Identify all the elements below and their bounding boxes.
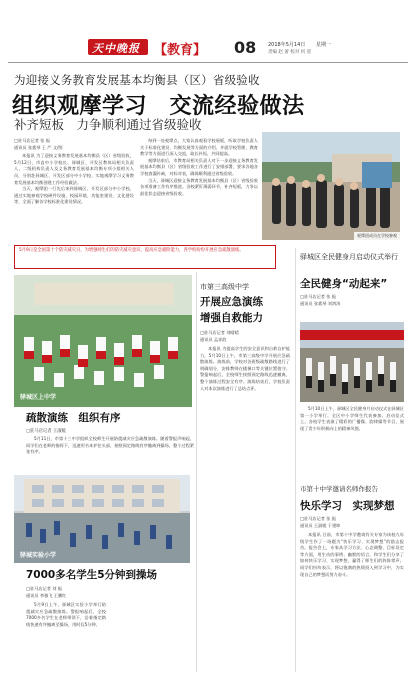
story-mid-byline: □驻马店记者 刘晴晴 通讯员 孟祥韵 (200, 330, 239, 342)
fitness-photo-scene (300, 322, 404, 402)
story-bottom-body-col2 (112, 586, 194, 656)
callout-text: 5月9日是全国第十个防灾减灾日，为增强师生们的防灾减灾意识，提高应急避险能力，各学校纷纷开展应急疏散演练。 (19, 248, 244, 253)
story-right-top-body: 5月10日上午，驿城区全民健身月启动仪式在驿城区第一小学举行，全区中小学师生代表参加。启动仪式上，各校学生表演了精彩的广播操、韵律操等节目，展现了青少年积极向上的精神风貌。 (300, 406, 404, 431)
date: 2018年5月14日 (268, 42, 306, 48)
lead-paragraph-2: 当天，观摩团一行先后来到驿城区、开发区部分中小学校，通过实地参观学校硬件设施、校园环境、功能室建设、文化建设等，全面了解各学校标准化建设情况。 (14, 186, 134, 205)
story-bottom-byline: □驻马店记者 刘 振 通讯员 李雅飞 王鹏红 (26, 586, 67, 598)
masthead: 天中晚报 (92, 42, 140, 55)
editors: 责编 赵 蕾 校对 何 迎 (268, 50, 312, 55)
lead-paragraph-3: 每到一处观摩点，大家认真观看学校展板，听取学校负责人关于标准化建设、均衡发展等方面的介绍，并就学校管理、教育教学等方面进行深入交流，取长补短，共同提高。 (140, 138, 258, 157)
lead-paragraph-4: 观摩结束后，市教育局相关负责人对下一步迎接义务教育发展基本均衡县（区）省级验收工作进行了安排部署，要求各地各学校查漏补缺，对标对表，确保顺利通过省级验收。 (140, 157, 258, 176)
story-right-bottom-kicker: 市第十中学邀请名师作报告 (300, 485, 378, 493)
lead-subhead: 补齐短板 力争顺利通过省级验收 (14, 117, 202, 132)
lead-column-2 (140, 138, 258, 197)
story-right-bottom-title: 快乐学习 实现梦想 (300, 500, 395, 512)
story-bottom-body: 5月9日上午，驿城区实验小学举行防震减灾应急疏散演练。警报响起后，全校7000多名学生在老师带领下，沿着指定路线快速有序撤离至操场，用时仅5分钟。 (26, 602, 106, 627)
story-mid-kicker: 市第三高级中学 (200, 283, 249, 291)
header-rule (8, 62, 408, 63)
lead-column-1 (14, 138, 134, 206)
story-bottom-title: 7000多名学生5分钟到操场 (26, 569, 158, 581)
column-divider (196, 272, 197, 672)
lead-photo-caption: 观摩团成员在学校参观 (354, 232, 400, 240)
drill-photo (14, 275, 192, 407)
lead-paragraph-1: 本报讯 为了迎接义务教育发展基本均衡县（区）省级验收，5月12日，市直中小学校长、驿城区、开发区教体局相关负责人，二级机构负责人及义务教育发展基本均衡专项小组相关人员，分别赴驿城区、开发区部分中小学校，实地观摩学习义务教育发展基本均衡创建工作经验做法。 (14, 153, 134, 185)
lead-paragraph-5: 当天，驿城区迎接义务教育发展基本均衡县（区）省级验收各项准备工作有序推进。各校紧盯薄弱环节，补齐短板，力争以最佳状态迎接省级验收。 (140, 177, 258, 196)
lead-kicker: 为迎接义务教育发展基本均衡县（区）省级验收 (14, 73, 260, 87)
section-title: 【教育】 (154, 43, 207, 58)
story-mid-title: 开展应急演练 增强自救能力 (200, 296, 263, 324)
drill-photo-label: 驿城区上中学 (20, 394, 57, 401)
page-number: 08 (234, 38, 257, 57)
story-mid-body: 本报讯 为提高学生的安全意识和自救自护能力，5月10日上午，市第三高级中学开展应急疏散演练。演练前，学校对各班级疏散路线进行了明确划分，安排教师在楼梯口等关键位置值守。警报响起后，全校师生按照预定路线迅速撤离，整个演练过程安全有序。演练结束后，学校负责人对本次演练进行了总结点评。 (200, 346, 290, 391)
column-divider (295, 248, 296, 672)
story-right-top-kicker: 驿城区全民健身月启动仪式举行 (300, 253, 398, 261)
lead-photo (262, 132, 400, 240)
story-right-top-byline: □驻马店记者 张 振 通讯员 张谯琴 刘鸿涛 (300, 294, 341, 306)
weekday: 星期一 (316, 42, 332, 48)
story-left-body: 5月11日，市第十三中学组织全校师生开展防震减灾应急疏散演练。随着警报声响起，同学们在老师的指挥下，迅速用书本护住头部，按照预定路线有序撤离到操场，整个过程紧张有序。 (26, 436, 194, 455)
header (88, 36, 388, 60)
lead-photo-scene (262, 132, 400, 240)
lead-headline: 组织观摩学习 交流经验做法 (12, 94, 305, 119)
story-left-title: 疏散演练 组织有序 (26, 412, 121, 424)
story-right-top-title: 全民健身“动起来” (300, 278, 388, 290)
story-left-byline: □驻马店记者 王淑媛 (26, 429, 66, 434)
story-right-bottom-body: 本报讯 日前，市第十中学邀请有关专家为该校九年级学生作了一场题为“快乐学习、实现梦想”的励志报告。报告会上，专家从学习方法、心态调整、目标设定等方面，用生动的事例、幽默的语言，和学生们分享了如何快乐学习、实现梦想，赢得了师生们的阵阵掌声。同学们纷纷表示，将以饱满的热情投入到学习中，为实现自己的梦想而努力奋斗。 (300, 532, 404, 577)
lead-byline: □驻马店记者 张 振 通讯员 张谯琴 王 严 文/图 (14, 138, 63, 150)
fitness-photo (300, 322, 404, 402)
playground-photo (14, 475, 190, 563)
drill-photo-scene (14, 275, 192, 407)
playground-photo-label: 驿城实验小学 (20, 552, 57, 559)
callout-box (14, 245, 276, 269)
story-right-bottom-byline: □驻马店记者 张 振 通讯员 王淑媛 于建坤 (300, 516, 341, 528)
